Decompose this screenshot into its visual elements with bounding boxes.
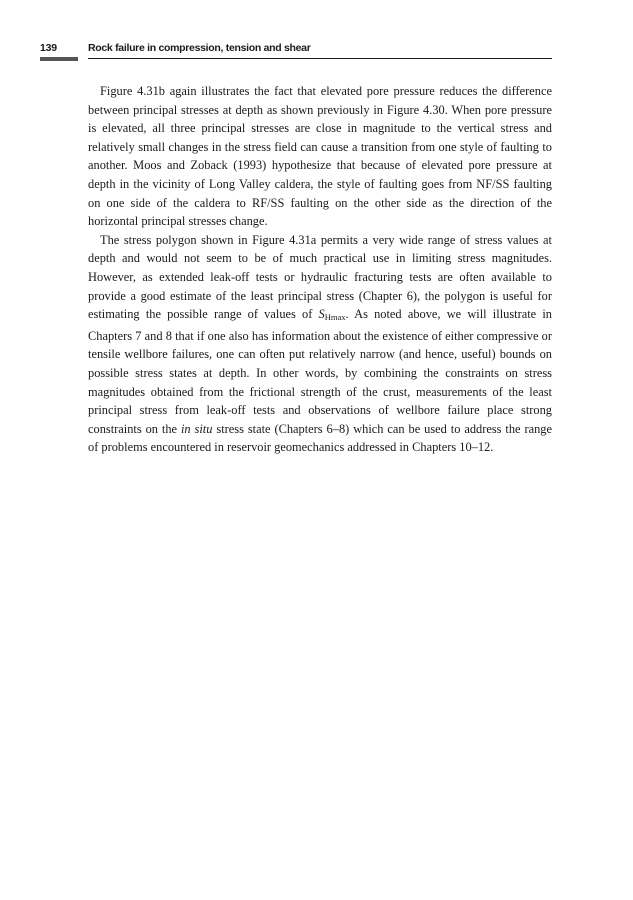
page-number: 139 xyxy=(40,42,57,54)
body-text xyxy=(88,82,552,457)
paragraph-2-text-a: The stress polygon shown in Figure 4.31a permits a very wide range of stress values at depth and would not seem to be of much practical use in limiting stress magnitudes. However, as extended leak-off tests or hydraulic fracturing tests are often available to provide a good estimate of the least principal stress (Chapter 6), the polygon is useful for estimating the possible range of values of xyxy=(88,232,552,322)
paragraph-1: Figure 4.31b again illustrates the fact that elevated pore pressure reduces the difference between principal stresses at depth as shown previously in Figure 4.30. When pore pressure is elevated, all three principal stresses are close in magnitude to the vertical stress and relatively small changes in the stress field can cause a transition from one style of faulting to another. Moos and Zoback (1993) hypothesize that because of elevated pore pressure at depth in the vicinity of Long Valley caldera, the style of faulting goes from NF/SS faulting on one side of the caldera to RF/SS faulting on the other side as the direction of the horizontal principal stresses change. xyxy=(88,84,552,229)
math-subscript-hmax: Hmax xyxy=(324,312,346,323)
paragraph-2-text-c: stress state (Chapters 6–8) which can be used to address the range of problems encountered in reservoir geomechanics addressed in Chapters 10–12. xyxy=(88,421,552,455)
paragraph-2-text-b: . As noted above, we will illustrate in Chapters 7 and 8 that if one also has information about the existence of either compressive or tensile wellbore failures, one can often put relatively narrow (and hence, useful) bounds on possible stress states at depth. In other words, by combining the constraints on stress magnitudes obtained from the frictional strength of the crust, measurements of the least principal stress from leak-off tests and observations of wellbore failure place strong constraints on the xyxy=(88,307,552,436)
header-marker-bar xyxy=(40,57,78,61)
math-symbol-s: S xyxy=(318,307,325,322)
italic-in-situ: in situ xyxy=(180,421,213,436)
page-header xyxy=(40,42,552,62)
running-title: Rock failure in compression, tension and shear xyxy=(88,42,311,54)
header-rule xyxy=(88,58,552,59)
paragraph-2 xyxy=(88,231,552,457)
